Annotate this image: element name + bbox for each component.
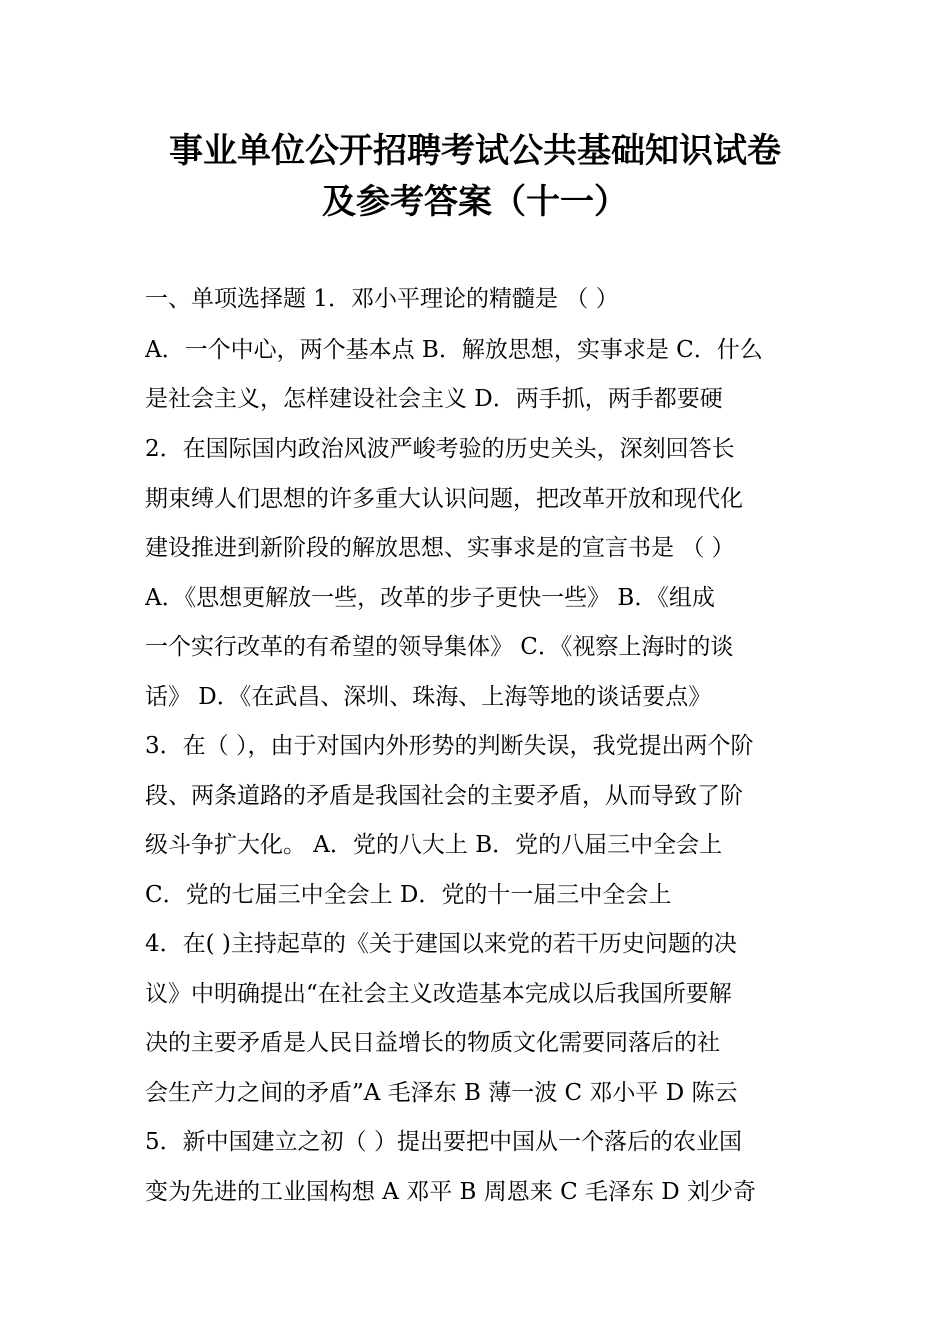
question-4-stem-line-3: 决的主要矛盾是人民日益增长的物质文化需要同落后的社 xyxy=(145,1030,720,1056)
question-1-stem: 一、单项选择题 1．邓小平理论的精髓是 （ ） xyxy=(145,286,619,312)
question-5-options: 变为先进的工业国构想 A 邓平 B 周恩来 C 毛泽东 D 刘少奇 xyxy=(145,1179,757,1205)
question-5-stem-line-1: 5．新中国建立之初（ ）提出要把中国从一个落后的农业国 xyxy=(145,1129,742,1155)
question-2-options-line-2: 一个实行改革的有希望的领导集体》 C．《视察上海时的谈 xyxy=(145,634,734,660)
question-3-options: C．党的七届三中全会上 D．党的十一届三中全会上 xyxy=(145,882,672,908)
question-2-options-line-3: 话》 D．《在武昌、深圳、珠海、上海等地的谈话要点》 xyxy=(145,684,712,710)
question-4-stem-line-1: 4．在( )主持起草的《关于建国以来党的若干历史问题的决 xyxy=(145,931,737,957)
question-1-options-line-1: A．一个中心，两个基本点 B．解放思想，实事求是 C．什么 xyxy=(145,337,763,363)
question-2-stem-line-2: 期束缚人们思想的许多重大认识问题，把改革开放和现代化 xyxy=(145,486,743,512)
question-3-stem-line-2: 段、两条道路的矛盾是我国社会的主要矛盾，从而导致了阶 xyxy=(145,783,743,809)
question-3-stem-line-3: 级斗争扩大化。 A．党的八大上 B．党的八届三中全会上 xyxy=(145,832,723,858)
question-2-stem-line-3: 建设推进到新阶段的解放思想、实事求是的宣言书是 （ ） xyxy=(145,535,735,561)
question-3-stem-line-1: 3．在（ ），由于对国内外形势的判断失误，我党提出两个阶 xyxy=(145,733,754,759)
question-4-options: 会生产力之间的矛盾”A 毛泽东 B 薄一波 C 邓小平 D 陈云 xyxy=(145,1080,738,1106)
document-title-line-2: 及参考答案（十一） xyxy=(322,182,628,222)
question-2-options-line-1: A．《思想更解放一些，改革的步子更快一些》 B．《组成 xyxy=(145,585,715,611)
question-2-stem-line-1: 2．在国际国内政治风波严峻考验的历史关头，深刻回答长 xyxy=(145,436,735,462)
document-title-line-1: 事业单位公开招聘考试公共基础知识试卷 xyxy=(169,131,781,171)
question-4-stem-line-2: 议》中明确提出“在社会主义改造基本完成以后我国所要解 xyxy=(145,981,732,1007)
question-1-options-line-2: 是社会主义，怎样建设社会主义 D．两手抓，两手都要硬 xyxy=(145,386,723,412)
